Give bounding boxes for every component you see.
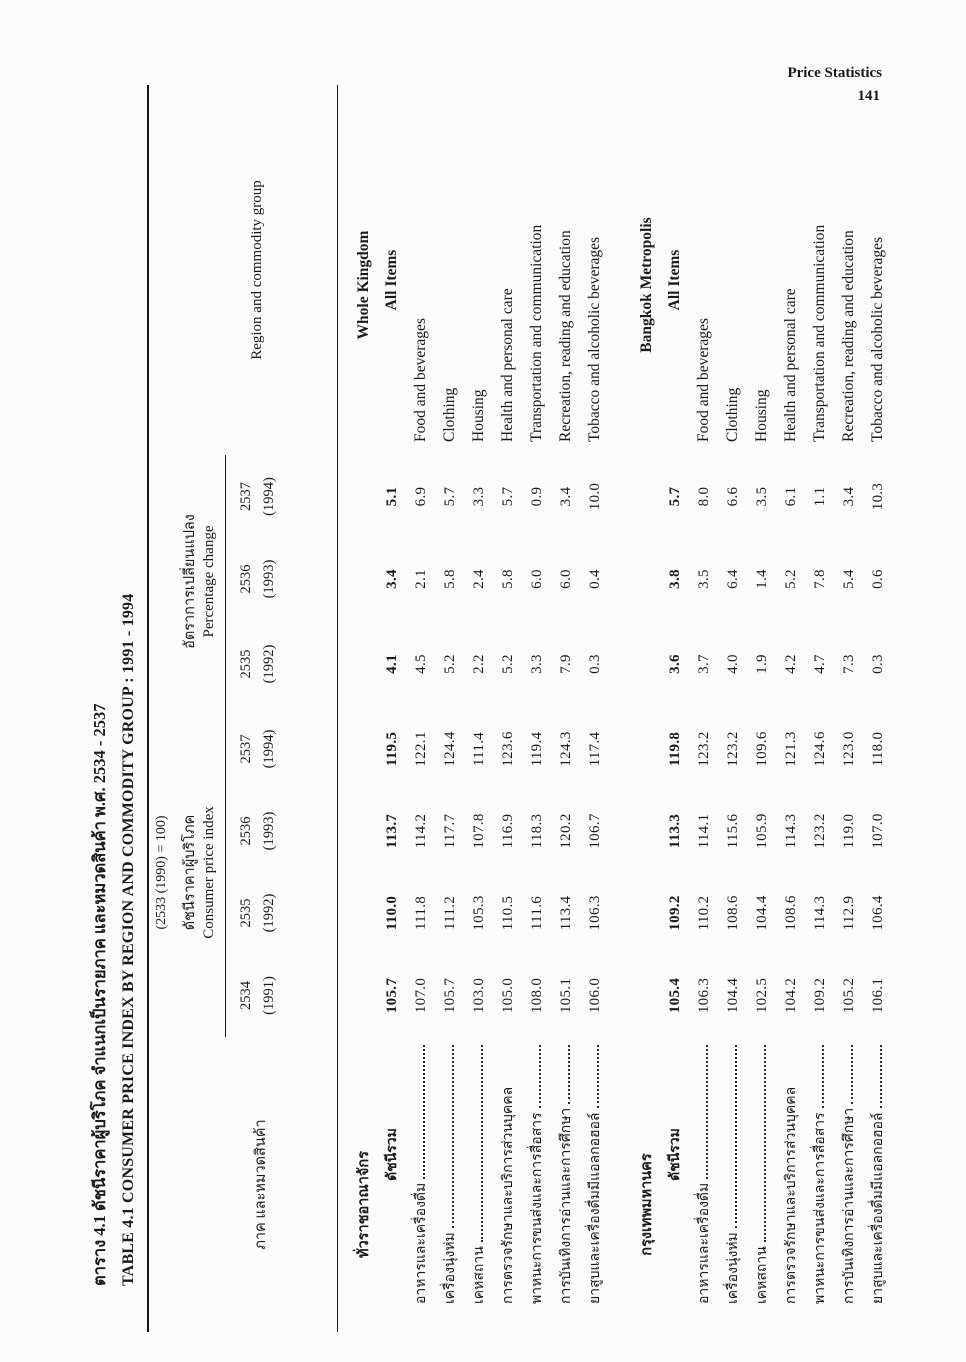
table-row	[693, 85, 722, 1332]
cpi-2534-value: 109.2	[812, 977, 828, 1014]
pct-2535-value: 0.3	[587, 654, 603, 674]
cpi-2534-value: 106.0	[587, 977, 603, 1014]
cpi-2536-value: 107.0	[870, 813, 886, 849]
table-title-english: TABLE 4.1 CONSUMER PRICE INDEX BY REGION AND COMMODITY GROUP : 1991 - 1994	[120, 593, 137, 1286]
row-stub	[867, 1037, 889, 1332]
cpi-2536-value: 107.8	[471, 813, 487, 849]
pct-2535-value: 4.7	[812, 654, 828, 674]
pct-2535-value: 5.2	[442, 654, 458, 674]
cpi-year-headers	[235, 708, 280, 1037]
row-stub	[838, 1037, 860, 1332]
dot-leader	[423, 1045, 425, 1179]
pct-2535-value: 2.2	[471, 654, 487, 674]
pct-2536-value: 6.4	[725, 569, 741, 589]
cpi-2535-value: 112.9	[841, 895, 857, 931]
dot-leader	[539, 1045, 541, 1108]
cpi-group-header	[181, 708, 280, 1037]
row-label-english: Housing	[470, 389, 487, 442]
row-label-thai: พาหนะการขนส่งและการสื่อสาร	[813, 1112, 828, 1304]
cpi-2535-value: 109.2	[667, 895, 683, 931]
cpi-2534-value: 105.2	[841, 977, 857, 1014]
table-row	[722, 85, 751, 1332]
cpi-2536-value: 115.6	[725, 813, 741, 849]
cpi-2537-value: 123.0	[841, 731, 857, 767]
cpi-year-2537	[235, 708, 280, 790]
year-be: 2536	[238, 564, 255, 594]
pct-2536-value: 5.2	[783, 569, 799, 589]
table-row	[555, 85, 584, 1332]
row-label-english: Food and beverages	[412, 318, 429, 442]
table-row	[780, 85, 809, 1332]
pct-group-label-thai: อัตราการเปลี่ยนแปลง	[182, 514, 198, 649]
cpi-2537-value: 122.1	[413, 731, 429, 767]
cpi-2534-value: 106.3	[696, 977, 712, 1014]
table-row	[526, 85, 555, 1332]
row-label-english: Health and personal care	[499, 288, 516, 442]
cpi-2536-value: 120.2	[558, 813, 574, 849]
cpi-2535-value: 105.3	[471, 895, 487, 931]
pct-2535-value: 3.3	[529, 654, 545, 674]
cpi-2534-value: 105.0	[500, 977, 516, 1014]
cpi-2535-value: 106.3	[587, 895, 603, 931]
section-label-english: Bangkok Metropolis	[638, 217, 655, 353]
row-label-thai: การบันเทิงการอ่านและการศึกษา	[842, 1107, 857, 1304]
cpi-2536-value: 116.9	[500, 813, 516, 849]
pct-2537-value: 5.7	[500, 486, 516, 507]
row-label-thai: ดัชนีรวม	[385, 1128, 400, 1181]
table-row	[751, 85, 780, 1332]
pct-2536-value: 0.6	[870, 569, 886, 589]
row-label-english: Clothing	[724, 387, 741, 442]
cpi-2536-value: 114.2	[413, 813, 429, 849]
cpi-2535-value: 111.8	[413, 895, 429, 931]
year-ad: (1993)	[260, 559, 277, 599]
dot-leader	[481, 1045, 483, 1242]
cpi-2537-value: 124.6	[812, 731, 828, 767]
row-label-english: All Items	[666, 249, 683, 311]
pct-2537-value: 3.5	[754, 486, 770, 507]
row-label-thai: เคหสถาน	[755, 1246, 770, 1304]
pct-2536-value: 3.4	[384, 569, 400, 589]
row-label-thai: ยาสูบและเครื่องดื่มมีแอลกอฮอล์	[871, 1112, 886, 1304]
row-stub	[526, 1037, 548, 1332]
row-stub	[468, 1037, 490, 1332]
cpi-2534-value: 104.4	[725, 977, 741, 1014]
dot-leader	[568, 1045, 570, 1104]
dot-leader	[764, 1045, 766, 1242]
pct-2535-value: 4.1	[384, 654, 400, 674]
pct-2537-value: 10.3	[870, 482, 886, 511]
row-label-thai: พาหนะการขนส่งและการสื่อสาร	[530, 1112, 545, 1304]
cpi-2536-value: 123.2	[812, 813, 828, 849]
cpi-2537-value: 124.3	[558, 731, 574, 767]
pct-2537-value: 6.9	[413, 486, 429, 507]
pct-group-label-english: Percentage change	[201, 525, 218, 638]
cpi-2534-value: 107.0	[413, 977, 429, 1014]
pct-2537-value: 3.4	[841, 486, 857, 507]
year-ad: (1992)	[260, 893, 277, 933]
pct-2536-value: 5.8	[500, 569, 516, 589]
stub-header-english: Region and commodity group	[249, 180, 265, 360]
cpi-group-label-thai: ดัชนีราคาผู้บริโภค	[182, 814, 198, 931]
pct-2535-value: 7.3	[841, 654, 857, 674]
cpi-2537-value: 123.2	[696, 731, 712, 767]
cpi-2535-value: 114.3	[812, 895, 828, 931]
row-stub	[410, 1037, 432, 1332]
row-label-thai: อาหารและเครื่องดื่ม	[697, 1182, 712, 1304]
pct-2536-value: 6.0	[529, 569, 545, 589]
table-header	[149, 85, 338, 1332]
table-title-thai: ตาราง 4.1 ดัชนีราคาผู้บริโภค จำแนกเป็นรายภาค และหมวดสินค้า พ.ศ. 2534 - 2537	[90, 703, 109, 1286]
cpi-2536-value: 113.3	[667, 813, 683, 849]
cpi-2537-value: 123.6	[500, 731, 516, 767]
year-ad: (1994)	[260, 477, 277, 516]
section-label-thai: กรุงเทพมหานคร	[639, 1153, 655, 1256]
cpi-2537-value: 124.4	[442, 731, 458, 767]
dot-leader	[706, 1045, 708, 1179]
pct-2537-value: 6.6	[725, 486, 741, 507]
pct-2536-value: 3.5	[696, 569, 712, 589]
table-row	[838, 85, 867, 1332]
pct-2536-value: 2.4	[471, 569, 487, 589]
row-label-thai: เครื่องนุ่งห่ม	[726, 1232, 741, 1304]
row-label-english: Food and beverages	[695, 318, 712, 442]
pct-2537-value: 5.7	[442, 486, 458, 507]
row-label-english: Transportation and communication	[528, 224, 545, 442]
pct-2535-value: 7.9	[558, 654, 574, 674]
cpi-2536-value: 105.9	[754, 813, 770, 849]
year-be: 2537	[238, 734, 255, 764]
cpi-2534-value: 102.5	[754, 977, 770, 1014]
table-row	[410, 85, 439, 1332]
cpi-group-label-english: Consumer price index	[201, 806, 218, 939]
cpi-2537-value: 119.8	[667, 731, 683, 767]
pct-2537-value: 8.0	[696, 486, 712, 507]
cpi-2534-value: 105.7	[442, 977, 458, 1014]
stub-header-thai: ภาค และหมวดสินค้า	[253, 1119, 269, 1250]
cpi-2534-value: 104.2	[783, 977, 799, 1014]
page-number: 141	[857, 87, 880, 104]
cpi-2534-value: 106.1	[870, 977, 886, 1014]
row-label-thai: ดัชนีรวม	[668, 1128, 683, 1181]
pct-group-rule	[225, 455, 226, 708]
pct-group-header	[181, 455, 280, 708]
cpi-2536-value: 113.7	[384, 813, 400, 849]
row-label-english: Transportation and communication	[811, 224, 828, 442]
cpi-2534-value: 105.4	[667, 977, 683, 1014]
pct-2536-value: 0.4	[587, 569, 603, 589]
row-label-english: All Items	[383, 249, 400, 311]
pct-2536-value: 5.8	[442, 569, 458, 589]
dot-leader	[735, 1045, 737, 1228]
table-row	[664, 85, 693, 1332]
pct-2535-value: 5.2	[500, 654, 516, 674]
cpi-2535-value: 108.6	[725, 895, 741, 931]
cpi-2535-value: 113.4	[558, 895, 574, 931]
dot-leader	[880, 1045, 882, 1108]
pct-2535-value: 3.7	[696, 654, 712, 674]
pct-year-2537	[235, 455, 280, 538]
pct-2537-value: 5.1	[384, 486, 400, 507]
year-be: 2534	[238, 981, 255, 1010]
row-stub	[780, 1037, 802, 1332]
pct-2536-value: 2.1	[413, 569, 429, 589]
table-title-block	[85, 85, 138, 1332]
row-label-english: Tobacco and alcoholic beverages	[869, 236, 886, 442]
pct-2535-value: 0.3	[870, 654, 886, 674]
pct-2537-value: 5.7	[667, 486, 683, 507]
cpi-2537-value: 118.0	[870, 731, 886, 767]
cpi-2537-value: 119.4	[529, 731, 545, 767]
cpi-group-rule	[225, 708, 226, 1037]
row-stub	[809, 1037, 831, 1332]
year-ad: (1991)	[260, 976, 277, 1015]
year-be: 2537	[238, 482, 255, 511]
row-label-thai: อาหารและเครื่องดื่ม	[414, 1182, 429, 1304]
rotated-table-sheet	[85, 85, 930, 1332]
cpi-2537-value: 109.6	[754, 731, 770, 767]
cpi-2536-value: 117.7	[442, 813, 458, 849]
table-row	[809, 85, 838, 1332]
cpi-2537-value: 121.3	[783, 731, 799, 767]
year-ad: (1994)	[260, 729, 277, 769]
cpi-2535-value: 110.2	[696, 895, 712, 931]
pct-2535-value: 4.5	[413, 654, 429, 674]
pct-2537-value: 10.0	[587, 482, 603, 511]
row-stub	[584, 1037, 606, 1332]
pct-2537-value: 6.1	[783, 486, 799, 507]
pct-year-2536	[235, 538, 280, 620]
dot-leader	[822, 1045, 824, 1108]
cpi-2534-value: 108.0	[529, 977, 545, 1014]
table-row	[439, 85, 468, 1332]
dot-leader	[452, 1045, 454, 1228]
cpi-2537-value: 123.2	[725, 731, 741, 767]
cpi-2536-value: 118.3	[529, 813, 545, 849]
cpi-2536-value: 106.7	[587, 813, 603, 849]
section-label-english: Whole Kingdom	[355, 230, 372, 340]
section-label-thai: ทั่วราชอาณาจักร	[356, 1151, 372, 1258]
pct-2536-value: 6.0	[558, 569, 574, 589]
cpi-2535-value: 111.2	[442, 895, 458, 931]
pct-2536-value: 1.4	[754, 569, 770, 589]
cpi-year-2534	[235, 954, 280, 1037]
pct-2537-value: 3.4	[558, 486, 574, 507]
table-row	[497, 85, 526, 1332]
pct-2535-value: 3.6	[667, 654, 683, 674]
pct-2535-value: 4.2	[783, 654, 799, 674]
row-label-thai: การบันเทิงการอ่านและการศึกษา	[559, 1107, 574, 1304]
table-row	[584, 85, 613, 1332]
section-header-bangkok-metropolis	[635, 85, 664, 1332]
year-ad: (1992)	[260, 644, 277, 684]
cpi-2534-value: 103.0	[471, 977, 487, 1014]
row-label-english: Health and personal care	[782, 288, 799, 442]
cpi-2536-value: 114.3	[783, 813, 799, 849]
table-row	[468, 85, 497, 1332]
base-year-note: (2533 (1990) = 100)	[154, 815, 169, 930]
cpi-2536-value: 119.0	[841, 813, 857, 849]
row-label-thai: เคหสถาน	[472, 1246, 487, 1304]
year-be: 2535	[238, 649, 255, 679]
row-stub	[555, 1037, 577, 1332]
year-ad: (1993)	[260, 811, 277, 851]
cpi-2534-value: 105.7	[384, 977, 400, 1014]
cpi-2535-value: 110.5	[500, 895, 516, 931]
table-body	[338, 85, 896, 1332]
pct-2536-value: 3.8	[667, 569, 683, 589]
pct-2535-value: 4.0	[725, 654, 741, 674]
row-label-thai: การตรวจรักษาและบริการส่วนบุคคล	[501, 1086, 516, 1304]
cpi-2535-value: 106.4	[870, 895, 886, 931]
dot-leader	[597, 1045, 599, 1108]
cpi-2537-value: 119.5	[384, 731, 400, 767]
row-label-thai: เครื่องนุ่งห่ม	[443, 1232, 458, 1304]
pct-year-headers	[235, 455, 280, 708]
cpi-2536-value: 114.1	[696, 813, 712, 849]
section-header-whole-kingdom	[352, 85, 381, 1332]
row-label-english: Housing	[753, 389, 770, 442]
cpi-2537-value: 117.4	[587, 731, 603, 767]
cpi-year-2535	[235, 872, 280, 954]
cpi-year-2536	[235, 790, 280, 872]
row-label-english: Tobacco and alcoholic beverages	[586, 236, 603, 442]
table-row	[867, 85, 896, 1332]
cpi-2535-value: 108.6	[783, 895, 799, 931]
row-label-thai: ยาสูบและเครื่องดื่มมีแอลกอฮอล์	[588, 1112, 603, 1304]
pct-2536-value: 7.8	[812, 569, 828, 589]
cpi-2537-value: 111.4	[471, 731, 487, 767]
year-be: 2535	[238, 898, 255, 928]
pct-2537-value: 0.9	[529, 486, 545, 507]
cpi-2535-value: 110.0	[384, 895, 400, 931]
cpi-2535-value: 104.4	[754, 895, 770, 931]
corner-label: Price Statistics	[787, 65, 882, 81]
cpi-2534-value: 105.1	[558, 977, 574, 1014]
table-row	[381, 85, 410, 1332]
row-stub	[751, 1037, 773, 1332]
pct-2537-value: 1.1	[812, 486, 828, 507]
row-label-english: Recreation, reading and education	[557, 230, 574, 442]
cpi-2535-value: 111.6	[529, 895, 545, 931]
row-stub	[722, 1037, 744, 1332]
row-label-english: Clothing	[441, 387, 458, 442]
row-stub	[439, 1037, 461, 1332]
pct-year-2535	[235, 620, 280, 708]
pct-2536-value: 5.4	[841, 569, 857, 589]
row-stub	[693, 1037, 715, 1332]
row-label-thai: การตรวจรักษาและบริการส่วนบุคคล	[784, 1086, 799, 1304]
year-be: 2536	[238, 816, 255, 846]
row-label-english: Recreation, reading and education	[840, 230, 857, 442]
pct-2535-value: 1.9	[754, 654, 770, 674]
row-stub	[497, 1037, 519, 1332]
pct-2537-value: 3.3	[471, 486, 487, 507]
dot-leader	[851, 1045, 853, 1104]
